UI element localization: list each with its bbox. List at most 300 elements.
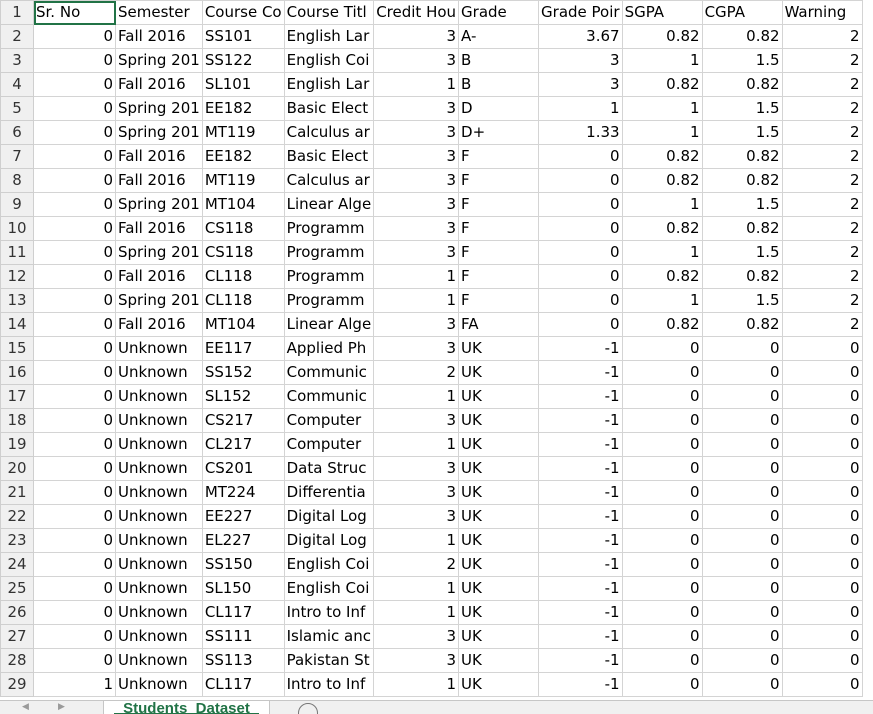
- cell-warning[interactable]: 2: [782, 217, 862, 241]
- cell-sr-no[interactable]: 0: [34, 625, 116, 649]
- cell-sr-no[interactable]: 0: [34, 553, 116, 577]
- row-number[interactable]: 19: [1, 433, 34, 457]
- cell-grade-points[interactable]: -1: [539, 385, 623, 409]
- cell-cgpa[interactable]: 0: [702, 505, 782, 529]
- cell-course-code[interactable]: MT119: [202, 169, 284, 193]
- cell-course-title[interactable]: Data Struc: [284, 457, 374, 481]
- cell-warning[interactable]: 2: [782, 97, 862, 121]
- cell-course-code[interactable]: CS118: [202, 241, 284, 265]
- cell-sr-no[interactable]: 0: [34, 577, 116, 601]
- cell-grade[interactable]: F: [459, 169, 539, 193]
- cell-cgpa[interactable]: 0.82: [702, 73, 782, 97]
- cell-sr-no[interactable]: 0: [34, 601, 116, 625]
- cell-grade[interactable]: UK: [459, 673, 539, 697]
- cell-grade-points[interactable]: -1: [539, 409, 623, 433]
- row-number[interactable]: 25: [1, 577, 34, 601]
- cell-credit-hours[interactable]: 3: [374, 409, 459, 433]
- cell-semester[interactable]: Fall 2016: [116, 313, 203, 337]
- cell-cgpa[interactable]: 0: [702, 337, 782, 361]
- cell-sr-no[interactable]: 0: [34, 193, 116, 217]
- cell-grade-points[interactable]: -1: [539, 337, 623, 361]
- cell-sr-no[interactable]: 0: [34, 337, 116, 361]
- cell-warning[interactable]: 2: [782, 265, 862, 289]
- row-number[interactable]: 21: [1, 481, 34, 505]
- cell-semester[interactable]: Spring 201: [116, 193, 203, 217]
- cell-course-code[interactable]: CL217: [202, 433, 284, 457]
- cell-sgpa[interactable]: 1: [622, 241, 702, 265]
- cell-grade-points[interactable]: 0: [539, 289, 623, 313]
- header-cell-credit-hours[interactable]: Credit Hou: [374, 1, 459, 25]
- cell-sgpa[interactable]: 0: [622, 601, 702, 625]
- cell-sgpa[interactable]: 0: [622, 673, 702, 697]
- cell-course-code[interactable]: MT119: [202, 121, 284, 145]
- cell-grade-points[interactable]: 3: [539, 73, 623, 97]
- cell-course-code[interactable]: MT104: [202, 313, 284, 337]
- cell-course-code[interactable]: SS113: [202, 649, 284, 673]
- row-number[interactable]: 5: [1, 97, 34, 121]
- cell-grade-points[interactable]: -1: [539, 529, 623, 553]
- cell-credit-hours[interactable]: 3: [374, 169, 459, 193]
- cell-course-title[interactable]: Linear Alge: [284, 193, 374, 217]
- sheet-tab-students-dataset[interactable]: [103, 700, 270, 714]
- cell-semester[interactable]: Unknown: [116, 529, 203, 553]
- cell-course-code[interactable]: EE182: [202, 97, 284, 121]
- cell-grade-points[interactable]: 0: [539, 313, 623, 337]
- cell-cgpa[interactable]: 0: [702, 433, 782, 457]
- cell-grade[interactable]: UK: [459, 457, 539, 481]
- cell-grade-points[interactable]: -1: [539, 625, 623, 649]
- cell-grade-points[interactable]: -1: [539, 505, 623, 529]
- cell-grade-points[interactable]: 0: [539, 193, 623, 217]
- cell-semester[interactable]: Unknown: [116, 481, 203, 505]
- cell-warning[interactable]: 0: [782, 481, 862, 505]
- cell-grade-points[interactable]: -1: [539, 481, 623, 505]
- cell-warning[interactable]: 0: [782, 409, 862, 433]
- cell-grade[interactable]: D+: [459, 121, 539, 145]
- cell-grade-points[interactable]: -1: [539, 457, 623, 481]
- cell-course-code[interactable]: CS201: [202, 457, 284, 481]
- cell-sr-no[interactable]: 0: [34, 361, 116, 385]
- cell-credit-hours[interactable]: 3: [374, 241, 459, 265]
- cell-warning[interactable]: 2: [782, 169, 862, 193]
- cell-credit-hours[interactable]: 3: [374, 121, 459, 145]
- cell-warning[interactable]: 0: [782, 577, 862, 601]
- cell-warning[interactable]: 0: [782, 529, 862, 553]
- cell-grade[interactable]: B: [459, 73, 539, 97]
- cell-sr-no[interactable]: 0: [34, 49, 116, 73]
- cell-course-title[interactable]: Intro to Inf: [284, 673, 374, 697]
- cell-warning[interactable]: 2: [782, 25, 862, 49]
- header-cell-course-code[interactable]: Course Co: [202, 1, 284, 25]
- cell-semester[interactable]: Fall 2016: [116, 217, 203, 241]
- cell-grade[interactable]: F: [459, 217, 539, 241]
- cell-warning[interactable]: 0: [782, 649, 862, 673]
- cell-sr-no[interactable]: 0: [34, 529, 116, 553]
- cell-grade[interactable]: F: [459, 145, 539, 169]
- cell-course-title[interactable]: Programm: [284, 289, 374, 313]
- cell-warning[interactable]: 2: [782, 193, 862, 217]
- cell-grade-points[interactable]: 1: [539, 97, 623, 121]
- cell-grade[interactable]: UK: [459, 385, 539, 409]
- cell-grade[interactable]: B: [459, 49, 539, 73]
- cell-course-title[interactable]: Basic Elect: [284, 97, 374, 121]
- cell-sr-no[interactable]: 1: [34, 673, 116, 697]
- cell-warning[interactable]: 2: [782, 121, 862, 145]
- cell-course-code[interactable]: CS118: [202, 217, 284, 241]
- cell-sgpa[interactable]: 0: [622, 577, 702, 601]
- cell-credit-hours[interactable]: 3: [374, 217, 459, 241]
- cell-grade[interactable]: UK: [459, 337, 539, 361]
- cell-grade-points[interactable]: -1: [539, 673, 623, 697]
- cell-credit-hours[interactable]: 3: [374, 481, 459, 505]
- cell-semester[interactable]: Unknown: [116, 553, 203, 577]
- cell-course-title[interactable]: English Coi: [284, 49, 374, 73]
- header-cell-sgpa[interactable]: SGPA: [622, 1, 702, 25]
- cell-sgpa[interactable]: 0.82: [622, 25, 702, 49]
- cell-grade[interactable]: A-: [459, 25, 539, 49]
- cell-semester[interactable]: Fall 2016: [116, 169, 203, 193]
- cell-semester[interactable]: Spring 201: [116, 97, 203, 121]
- cell-course-code[interactable]: CL118: [202, 289, 284, 313]
- cell-course-title[interactable]: Basic Elect: [284, 145, 374, 169]
- cell-credit-hours[interactable]: 1: [374, 433, 459, 457]
- cell-credit-hours[interactable]: 3: [374, 97, 459, 121]
- row-number[interactable]: 29: [1, 673, 34, 697]
- row-number[interactable]: 18: [1, 409, 34, 433]
- cell-warning[interactable]: 0: [782, 553, 862, 577]
- cell-course-code[interactable]: MT224: [202, 481, 284, 505]
- cell-course-title[interactable]: Calculus ar: [284, 169, 374, 193]
- cell-grade[interactable]: D: [459, 97, 539, 121]
- cell-cgpa[interactable]: 0: [702, 673, 782, 697]
- cell-semester[interactable]: Unknown: [116, 601, 203, 625]
- cell-grade[interactable]: UK: [459, 649, 539, 673]
- cell-course-code[interactable]: SS111: [202, 625, 284, 649]
- cell-credit-hours[interactable]: 1: [374, 73, 459, 97]
- cell-credit-hours[interactable]: 3: [374, 649, 459, 673]
- cell-credit-hours[interactable]: 3: [374, 505, 459, 529]
- cell-course-title[interactable]: Differentia: [284, 481, 374, 505]
- cell-cgpa[interactable]: 1.5: [702, 121, 782, 145]
- cell-grade-points[interactable]: 0: [539, 169, 623, 193]
- cell-warning[interactable]: 0: [782, 505, 862, 529]
- cell-sgpa[interactable]: 0: [622, 649, 702, 673]
- cell-warning[interactable]: 2: [782, 49, 862, 73]
- cell-grade[interactable]: F: [459, 193, 539, 217]
- cell-grade-points[interactable]: 1.33: [539, 121, 623, 145]
- cell-grade[interactable]: UK: [459, 409, 539, 433]
- cell-grade-points[interactable]: -1: [539, 553, 623, 577]
- cell-sgpa[interactable]: 0.82: [622, 73, 702, 97]
- row-number[interactable]: 20: [1, 457, 34, 481]
- cell-sr-no[interactable]: 0: [34, 25, 116, 49]
- cell-sr-no[interactable]: 0: [34, 385, 116, 409]
- cell-cgpa[interactable]: 0: [702, 481, 782, 505]
- cell-cgpa[interactable]: 1.5: [702, 49, 782, 73]
- cell-grade-points[interactable]: -1: [539, 361, 623, 385]
- cell-sgpa[interactable]: 1: [622, 49, 702, 73]
- cell-sgpa[interactable]: 0.82: [622, 217, 702, 241]
- header-cell-cgpa[interactable]: CGPA: [702, 1, 782, 25]
- cell-course-title[interactable]: Islamic anc: [284, 625, 374, 649]
- cell-credit-hours[interactable]: 3: [374, 145, 459, 169]
- cell-sgpa[interactable]: 0: [622, 505, 702, 529]
- row-number[interactable]: 9: [1, 193, 34, 217]
- cell-sr-no[interactable]: 0: [34, 433, 116, 457]
- row-number[interactable]: 15: [1, 337, 34, 361]
- cell-cgpa[interactable]: 0: [702, 385, 782, 409]
- cell-course-code[interactable]: EL227: [202, 529, 284, 553]
- cell-sgpa[interactable]: 0.82: [622, 169, 702, 193]
- cell-credit-hours[interactable]: 3: [374, 193, 459, 217]
- cell-semester[interactable]: Unknown: [116, 673, 203, 697]
- cell-warning[interactable]: 0: [782, 385, 862, 409]
- cell-warning[interactable]: 0: [782, 433, 862, 457]
- cell-sr-no[interactable]: 0: [34, 241, 116, 265]
- cell-cgpa[interactable]: 0: [702, 625, 782, 649]
- cell-grade[interactable]: UK: [459, 529, 539, 553]
- cell-grade[interactable]: UK: [459, 361, 539, 385]
- cell-semester[interactable]: Unknown: [116, 649, 203, 673]
- cell-course-title[interactable]: Digital Log: [284, 529, 374, 553]
- cell-cgpa[interactable]: 0: [702, 409, 782, 433]
- cell-semester[interactable]: Fall 2016: [116, 73, 203, 97]
- cell-grade[interactable]: UK: [459, 577, 539, 601]
- cell-grade-points[interactable]: -1: [539, 649, 623, 673]
- cell-sr-no[interactable]: 0: [34, 649, 116, 673]
- cell-credit-hours[interactable]: 3: [374, 337, 459, 361]
- cell-credit-hours[interactable]: 3: [374, 625, 459, 649]
- cell-semester[interactable]: Spring 201: [116, 121, 203, 145]
- row-number[interactable]: 6: [1, 121, 34, 145]
- cell-course-title[interactable]: Communic: [284, 361, 374, 385]
- cell-warning[interactable]: 0: [782, 361, 862, 385]
- cell-cgpa[interactable]: 0: [702, 649, 782, 673]
- row-number[interactable]: 13: [1, 289, 34, 313]
- cell-sgpa[interactable]: 0: [622, 409, 702, 433]
- cell-cgpa[interactable]: 0.82: [702, 25, 782, 49]
- row-number[interactable]: 27: [1, 625, 34, 649]
- row-number[interactable]: 14: [1, 313, 34, 337]
- cell-sgpa[interactable]: 0.82: [622, 313, 702, 337]
- cell-course-code[interactable]: SS152: [202, 361, 284, 385]
- row-number[interactable]: 7: [1, 145, 34, 169]
- cell-semester[interactable]: Unknown: [116, 625, 203, 649]
- cell-grade[interactable]: FA: [459, 313, 539, 337]
- cell-course-code[interactable]: MT104: [202, 193, 284, 217]
- cell-course-title[interactable]: English Coi: [284, 577, 374, 601]
- cell-credit-hours[interactable]: 1: [374, 529, 459, 553]
- cell-warning[interactable]: 2: [782, 289, 862, 313]
- cell-sgpa[interactable]: 1: [622, 121, 702, 145]
- cell-course-title[interactable]: Intro to Inf: [284, 601, 374, 625]
- cell-cgpa[interactable]: 1.5: [702, 241, 782, 265]
- row-number[interactable]: 22: [1, 505, 34, 529]
- cell-semester[interactable]: Unknown: [116, 337, 203, 361]
- cell-sr-no[interactable]: 0: [34, 289, 116, 313]
- cell-course-code[interactable]: SL150: [202, 577, 284, 601]
- cell-course-code[interactable]: SL152: [202, 385, 284, 409]
- cell-cgpa[interactable]: 0: [702, 553, 782, 577]
- cell-course-title[interactable]: Applied Ph: [284, 337, 374, 361]
- cell-course-title[interactable]: Linear Alge: [284, 313, 374, 337]
- cell-cgpa[interactable]: 0: [702, 529, 782, 553]
- header-cell-semester[interactable]: Semester: [116, 1, 203, 25]
- cell-grade-points[interactable]: -1: [539, 577, 623, 601]
- row-number[interactable]: 8: [1, 169, 34, 193]
- row-number[interactable]: 16: [1, 361, 34, 385]
- cell-semester[interactable]: Unknown: [116, 361, 203, 385]
- cell-course-code[interactable]: EE227: [202, 505, 284, 529]
- cell-sr-no[interactable]: 0: [34, 457, 116, 481]
- cell-credit-hours[interactable]: 3: [374, 457, 459, 481]
- cell-credit-hours[interactable]: 3: [374, 313, 459, 337]
- cell-sgpa[interactable]: 1: [622, 97, 702, 121]
- cell-warning[interactable]: 0: [782, 673, 862, 697]
- cell-cgpa[interactable]: 0.82: [702, 217, 782, 241]
- cell-sgpa[interactable]: 0: [622, 361, 702, 385]
- cell-cgpa[interactable]: 0: [702, 457, 782, 481]
- cell-semester[interactable]: Spring 201: [116, 289, 203, 313]
- cell-course-code[interactable]: CL117: [202, 601, 284, 625]
- cell-course-title[interactable]: Communic: [284, 385, 374, 409]
- cell-course-title[interactable]: Digital Log: [284, 505, 374, 529]
- cell-sgpa[interactable]: 0: [622, 433, 702, 457]
- row-number[interactable]: 24: [1, 553, 34, 577]
- cell-grade[interactable]: F: [459, 265, 539, 289]
- cell-course-code[interactable]: EE117: [202, 337, 284, 361]
- cell-grade[interactable]: UK: [459, 553, 539, 577]
- cell-cgpa[interactable]: 0.82: [702, 145, 782, 169]
- header-cell-warning[interactable]: Warning: [782, 1, 862, 25]
- cell-course-title[interactable]: Computer: [284, 409, 374, 433]
- cell-sgpa[interactable]: 0: [622, 337, 702, 361]
- cell-grade[interactable]: UK: [459, 625, 539, 649]
- cell-cgpa[interactable]: 0.82: [702, 265, 782, 289]
- cell-cgpa[interactable]: 1.5: [702, 289, 782, 313]
- plus-circle-icon[interactable]: [298, 703, 318, 714]
- cell-sgpa[interactable]: 1: [622, 289, 702, 313]
- cell-grade-points[interactable]: -1: [539, 433, 623, 457]
- header-cell-sr-no[interactable]: Sr. No: [34, 1, 116, 25]
- cell-cgpa[interactable]: 1.5: [702, 97, 782, 121]
- cell-sgpa[interactable]: 0.82: [622, 145, 702, 169]
- row-number[interactable]: 23: [1, 529, 34, 553]
- cell-cgpa[interactable]: 0: [702, 577, 782, 601]
- cell-course-code[interactable]: EE182: [202, 145, 284, 169]
- cell-grade-points[interactable]: 0: [539, 241, 623, 265]
- cell-course-code[interactable]: SL101: [202, 73, 284, 97]
- header-cell-grade-points[interactable]: Grade Poir: [539, 1, 623, 25]
- cell-grade[interactable]: F: [459, 289, 539, 313]
- cell-cgpa[interactable]: 0: [702, 361, 782, 385]
- row-number[interactable]: 2: [1, 25, 34, 49]
- cell-grade[interactable]: UK: [459, 601, 539, 625]
- cell-semester[interactable]: Fall 2016: [116, 25, 203, 49]
- cell-course-title[interactable]: English Lar: [284, 73, 374, 97]
- cell-course-code[interactable]: SS150: [202, 553, 284, 577]
- cell-grade-points[interactable]: 3.67: [539, 25, 623, 49]
- cell-sr-no[interactable]: 0: [34, 313, 116, 337]
- cell-sgpa[interactable]: 0: [622, 529, 702, 553]
- cell-sr-no[interactable]: 0: [34, 265, 116, 289]
- cell-warning[interactable]: 0: [782, 601, 862, 625]
- cell-credit-hours[interactable]: 3: [374, 25, 459, 49]
- cell-grade-points[interactable]: 0: [539, 145, 623, 169]
- cell-semester[interactable]: Unknown: [116, 385, 203, 409]
- cell-sr-no[interactable]: 0: [34, 169, 116, 193]
- cell-credit-hours[interactable]: 3: [374, 49, 459, 73]
- cell-sgpa[interactable]: 0.82: [622, 265, 702, 289]
- cell-sgpa[interactable]: 0: [622, 481, 702, 505]
- row-number[interactable]: 28: [1, 649, 34, 673]
- cell-sr-no[interactable]: 0: [34, 121, 116, 145]
- cell-grade-points[interactable]: 0: [539, 217, 623, 241]
- cell-grade-points[interactable]: 0: [539, 265, 623, 289]
- header-cell-course-title[interactable]: Course Titl: [284, 1, 374, 25]
- cell-credit-hours[interactable]: 2: [374, 361, 459, 385]
- cell-sgpa[interactable]: 0: [622, 457, 702, 481]
- cell-course-title[interactable]: English Lar: [284, 25, 374, 49]
- cell-course-code[interactable]: SS101: [202, 25, 284, 49]
- cell-grade-points[interactable]: 3: [539, 49, 623, 73]
- cell-cgpa[interactable]: 0.82: [702, 169, 782, 193]
- cell-semester[interactable]: Unknown: [116, 409, 203, 433]
- row-number[interactable]: 4: [1, 73, 34, 97]
- cell-credit-hours[interactable]: 1: [374, 385, 459, 409]
- cell-course-title[interactable]: Programm: [284, 217, 374, 241]
- cell-sgpa[interactable]: 1: [622, 193, 702, 217]
- cell-semester[interactable]: Fall 2016: [116, 265, 203, 289]
- cell-course-code[interactable]: CL117: [202, 673, 284, 697]
- cell-course-title[interactable]: Programm: [284, 265, 374, 289]
- cell-warning[interactable]: 0: [782, 625, 862, 649]
- cell-course-title[interactable]: Computer: [284, 433, 374, 457]
- cell-warning[interactable]: 0: [782, 337, 862, 361]
- cell-course-title[interactable]: Calculus ar: [284, 121, 374, 145]
- row-number[interactable]: 3: [1, 49, 34, 73]
- row-number[interactable]: 10: [1, 217, 34, 241]
- cell-sr-no[interactable]: 0: [34, 505, 116, 529]
- cell-course-title[interactable]: English Coi: [284, 553, 374, 577]
- cell-cgpa[interactable]: 0.82: [702, 313, 782, 337]
- cell-sr-no[interactable]: 0: [34, 145, 116, 169]
- cell-sr-no[interactable]: 0: [34, 217, 116, 241]
- cell-course-code[interactable]: SS122: [202, 49, 284, 73]
- cell-sgpa[interactable]: 0: [622, 625, 702, 649]
- cell-sr-no[interactable]: 0: [34, 73, 116, 97]
- row-number[interactable]: 12: [1, 265, 34, 289]
- cell-warning[interactable]: 0: [782, 457, 862, 481]
- cell-sr-no[interactable]: 0: [34, 409, 116, 433]
- header-cell-grade[interactable]: Grade: [459, 1, 539, 25]
- cell-course-code[interactable]: CL118: [202, 265, 284, 289]
- row-number[interactable]: 26: [1, 601, 34, 625]
- cell-sgpa[interactable]: 0: [622, 553, 702, 577]
- cell-credit-hours[interactable]: 1: [374, 289, 459, 313]
- cell-credit-hours[interactable]: 1: [374, 577, 459, 601]
- cell-semester[interactable]: Unknown: [116, 505, 203, 529]
- cell-grade[interactable]: F: [459, 241, 539, 265]
- cell-warning[interactable]: 2: [782, 313, 862, 337]
- cell-semester[interactable]: Spring 201: [116, 49, 203, 73]
- cell-semester[interactable]: Unknown: [116, 433, 203, 457]
- cell-course-code[interactable]: CS217: [202, 409, 284, 433]
- cell-cgpa[interactable]: 1.5: [702, 193, 782, 217]
- cell-grade[interactable]: UK: [459, 481, 539, 505]
- cell-semester[interactable]: Unknown: [116, 457, 203, 481]
- cell-warning[interactable]: 2: [782, 145, 862, 169]
